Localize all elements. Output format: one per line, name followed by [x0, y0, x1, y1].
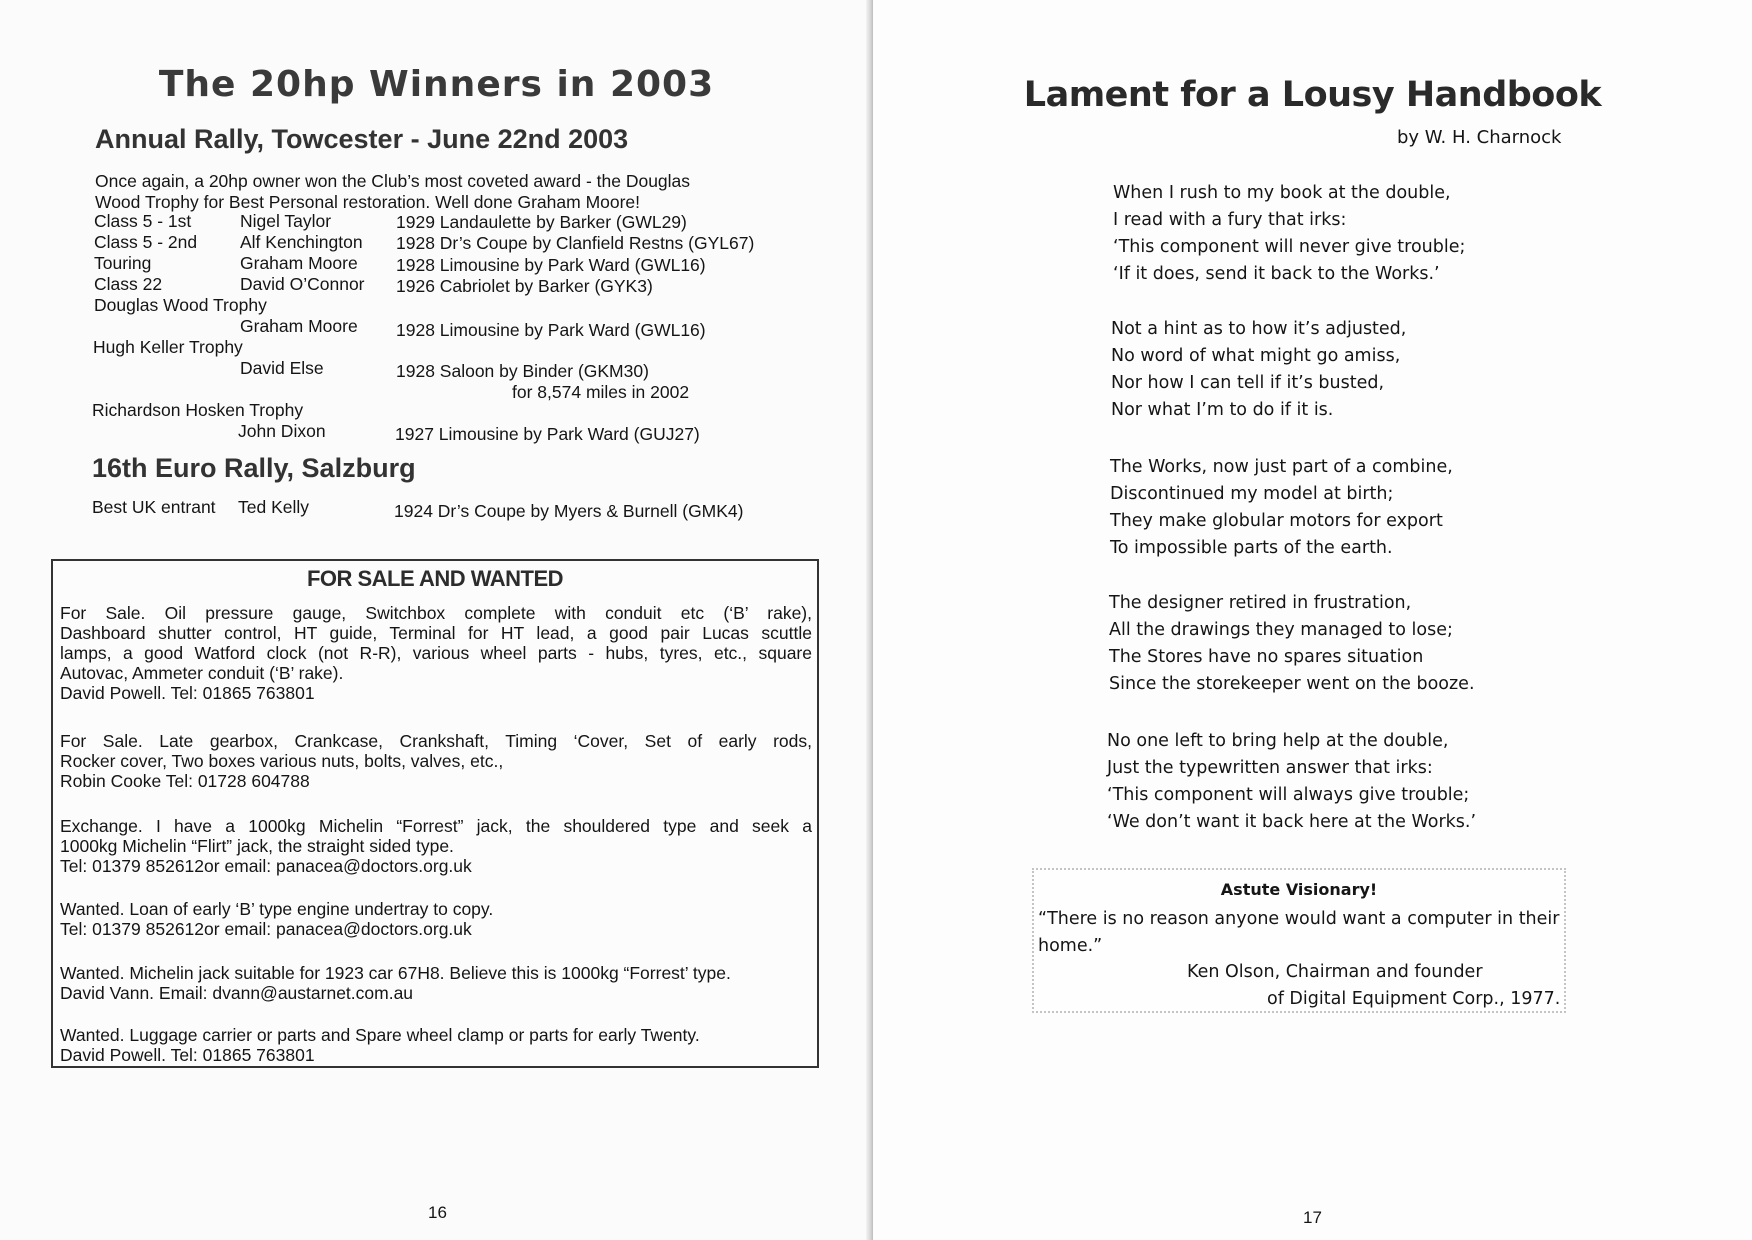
quote-attribution: Ken Olson, Chairman and founder: [1187, 962, 1483, 982]
poem-line: ‘This component will always give trouble;: [1107, 785, 1470, 805]
ad-item: [60, 963, 812, 1003]
ad-item: [60, 816, 812, 876]
ad-line: David Powell. Tel: 01865 763801: [60, 1045, 315, 1065]
poem-title: Lament for a Lousy Handbook: [1023, 75, 1602, 115]
trophy-winner: Graham Moore: [240, 316, 358, 336]
quote-box: [1032, 868, 1566, 1013]
trophy-name: Douglas Wood Trophy: [94, 295, 267, 315]
trophy-winner: David Else: [240, 358, 324, 378]
intro-line: Once again, a 20hp owner won the Club’s most coveted award - the Douglas: [95, 171, 691, 191]
ad-line: David Powell. Tel: 01865 763801: [60, 683, 315, 703]
result-name: Nigel Taylor: [240, 211, 332, 231]
euro-car: 1924 Dr’s Coupe by Myers & Burnell (GMK4): [394, 501, 744, 521]
ad-line: Rocker cover, Two boxes various nuts, bolts, valves, etc.,: [60, 751, 504, 771]
result-name: David O’Connor: [240, 274, 365, 294]
poem-stanza: [1113, 180, 1465, 288]
trophy-car: 1927 Limousine by Park Ward (GUJ27): [395, 424, 700, 444]
trophy-car: 1928 Saloon by Binder (GKM30): [396, 361, 649, 381]
for-sale-box: [51, 559, 819, 1068]
poem-line: The Stores have no spares situation: [1109, 647, 1424, 667]
poem-stanza: [1107, 728, 1476, 836]
poem-line: Discontinued my model at birth;: [1110, 484, 1394, 504]
poem-stanza: [1110, 454, 1453, 562]
poem-line: ‘This component will never give trouble;: [1113, 237, 1466, 257]
poem-line: No word of what might go amiss,: [1111, 346, 1401, 366]
ad-line: Tel: 01379 852612or email: panacea@doctors.org.uk: [60, 919, 472, 939]
poem-line: ‘We don’t want it back here at the Works.’: [1107, 812, 1477, 832]
quote-heading: Astute Visionary!: [1220, 880, 1378, 899]
ad-line: lamps, a good Watford clock (not R-R), various wheel parts - hubs, tyres, etc., square: [60, 643, 812, 663]
trophy-note: for 8,574 miles in 2002: [512, 382, 690, 402]
poem-line: Just the typewritten answer that irks:: [1107, 758, 1433, 778]
trophy-name: Richardson Hosken Trophy: [92, 400, 304, 420]
result-category: Class 5 - 1st: [94, 211, 192, 231]
page-number: 17: [1303, 1208, 1322, 1227]
poem-line: The designer retired in frustration,: [1109, 593, 1412, 613]
result-name: Alf Kenchington: [240, 232, 363, 252]
result-category: Class 22: [94, 274, 163, 294]
page-number: 16: [428, 1203, 447, 1222]
intro-paragraph: [95, 171, 690, 213]
ad-line: Autovac, Ammeter conduit (‘B’ rake).: [60, 663, 344, 683]
poem-line: To impossible parts of the earth.: [1110, 538, 1393, 558]
ad-item: [60, 731, 812, 791]
result-car: 1926 Cabriolet by Barker (GYK3): [396, 276, 653, 296]
ad-item: [60, 1025, 812, 1065]
poem-author: by W. H. Charnock: [1397, 127, 1562, 148]
poem-stanza: [1109, 590, 1475, 698]
intro-line: Wood Trophy for Best Personal restoration. Well done Graham Moore!: [95, 192, 641, 212]
poem-line: Not a hint as to how it’s adjusted,: [1111, 319, 1407, 339]
result-car: 1928 Dr’s Coupe by Clanfield Restns (GYL67): [396, 233, 755, 253]
poem-line: They make globular motors for export: [1110, 511, 1443, 531]
ad-item: [60, 603, 812, 703]
ad-line: Wanted. Michelin jack suitable for 1923 car 67H8. Believe this is 1000kg “Forrest’ type.: [60, 963, 731, 983]
trophy-name: Hugh Keller Trophy: [93, 337, 243, 357]
trophy-winner: John Dixon: [238, 421, 326, 441]
right-page: [873, 0, 1752, 1240]
poem-line: The Works, now just part of a combine,: [1110, 457, 1453, 477]
ad-line: For Sale. Late gearbox, Crankcase, Crankshaft, Timing ‘Cover, Set of early rods,: [60, 731, 812, 751]
poem-line: I read with a fury that irks:: [1113, 210, 1347, 230]
ad-line: David Vann. Email: dvann@austarnet.com.au: [60, 983, 414, 1003]
for-sale-title: FOR SALE AND WANTED: [306, 566, 564, 591]
ad-line: Tel: 01379 852612or email: panacea@doctors.org.uk: [60, 856, 472, 876]
ad-line: Dashboard shutter control, HT guide, Terminal for HT lead, a good pair Lucas scuttle: [60, 623, 812, 643]
ad-line: 1000kg Michelin “Flirt” jack, the straight sided type.: [60, 836, 454, 856]
euro-rally-heading: 16th Euro Rally, Salzburg: [92, 453, 416, 483]
poem-line: Nor how I can tell if it’s busted,: [1111, 373, 1385, 393]
ad-line: Robin Cooke Tel: 01728 604788: [60, 771, 310, 791]
poem-line: ‘If it does, send it back to the Works.’: [1113, 264, 1440, 284]
trophy-car: 1928 Limousine by Park Ward (GWL16): [396, 320, 706, 340]
poem-line: All the drawings they managed to lose;: [1109, 620, 1453, 640]
ad-line: Wanted. Loan of early ‘B’ type engine undertray to copy.: [60, 899, 494, 919]
annual-rally-heading: Annual Rally, Towcester - June 22nd 2003: [95, 124, 629, 154]
result-car: 1928 Limousine by Park Ward (GWL16): [396, 255, 706, 275]
left-page: [0, 0, 873, 1240]
poem-line: Nor what I’m to do if it is.: [1111, 400, 1334, 420]
page-title: The 20hp Winners in 2003: [158, 64, 715, 105]
quote-text: “There is no reason anyone would want a computer in their home.”: [1038, 909, 1560, 956]
result-car: 1929 Landaulette by Barker (GWL29): [396, 212, 687, 232]
result-name: Graham Moore: [240, 253, 358, 273]
ad-line: For Sale. Oil pressure gauge, Switchbox complete with conduit etc (‘B’ rake),: [60, 603, 812, 623]
result-category: Class 5 - 2nd: [94, 232, 198, 252]
poem-line: No one left to bring help at the double,: [1107, 731, 1449, 751]
ad-line: Exchange. I have a 1000kg Michelin “Forrest” jack, the shouldered type and seek a: [60, 816, 812, 836]
ad-line: Wanted. Luggage carrier or parts and Spare wheel clamp or parts for early Twenty.: [60, 1025, 700, 1045]
poem-line: When I rush to my book at the double,: [1113, 183, 1451, 203]
result-category: Touring: [94, 253, 152, 273]
poem-line: Since the storekeeper went on the booze.: [1109, 674, 1475, 694]
poem-stanza: [1111, 316, 1406, 424]
quote-attribution: of Digital Equipment Corp., 1977.: [1267, 989, 1561, 1009]
euro-name: Ted Kelly: [238, 497, 310, 517]
euro-category: Best UK entrant: [92, 497, 216, 517]
ad-item: [60, 899, 812, 939]
